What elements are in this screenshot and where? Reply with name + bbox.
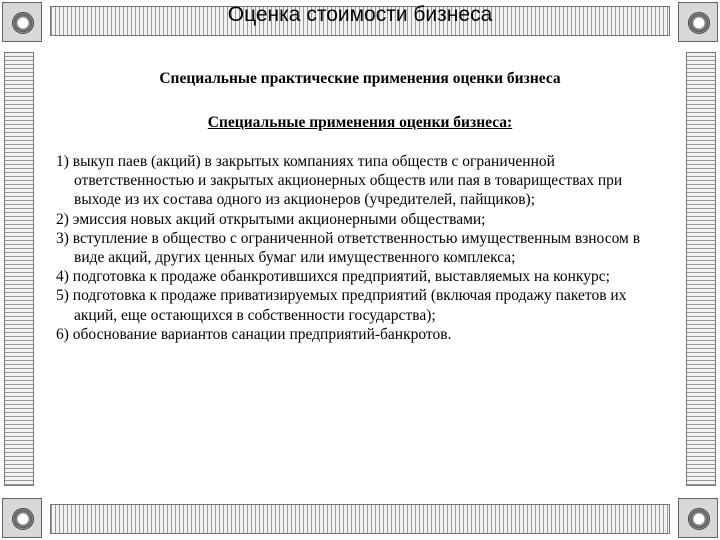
slide-title: Оценка стоимости бизнеса — [227, 3, 493, 26]
ring-icon — [688, 508, 710, 530]
item-text: обоснование вариантов санации предприятий-банкротов. — [68, 325, 452, 343]
item-number: 1) — [56, 153, 69, 170]
item-number: 3) — [56, 229, 69, 247]
frame-bottom-border — [50, 504, 670, 534]
slide-subtitle: Специальные практические применения оценки бизнеса — [159, 70, 561, 87]
item-text: выкуп паев (акций) в закрытых компаниях типа обществ с ограниченной ответственностью и закрытых акционерных обществ или пая в товариществах при выходе из их состава одного из акционеров (учредителей, пайщиков); — [68, 153, 623, 209]
item-text: подготовка к продаже обанкротившихся предприятий, выставляемых на конкурс; — [68, 268, 610, 286]
ring-icon — [12, 508, 34, 530]
list-item — [56, 210, 664, 229]
corner-ornament-bottom-right — [678, 498, 718, 538]
item-text: подготовка к продаже приватизируемых предприятий (включая продажу пакетов их акций, еще остающихся в собственности государства); — [68, 287, 627, 324]
item-text: вступление в общество с ограниченной ответственностью имущественным взносом в виде акций, других ценных бумаг или имущественного комплекса; — [68, 229, 641, 267]
list-item — [56, 152, 664, 210]
section-heading: Специальные применения оценки бизнеса: — [207, 114, 513, 131]
item-number: 4) — [56, 268, 69, 286]
item-number: 2) — [56, 210, 69, 228]
list-item — [56, 229, 664, 267]
corner-ornament-bottom-left — [2, 498, 42, 538]
item-number: 6) — [56, 325, 69, 343]
item-number: 5) — [56, 287, 69, 305]
applications-list — [56, 152, 664, 344]
list-item — [56, 267, 664, 286]
item-text: эмиссия новых акций открытыми акционерными обществами; — [68, 210, 486, 228]
list-item — [56, 325, 664, 344]
list-item — [56, 286, 664, 324]
